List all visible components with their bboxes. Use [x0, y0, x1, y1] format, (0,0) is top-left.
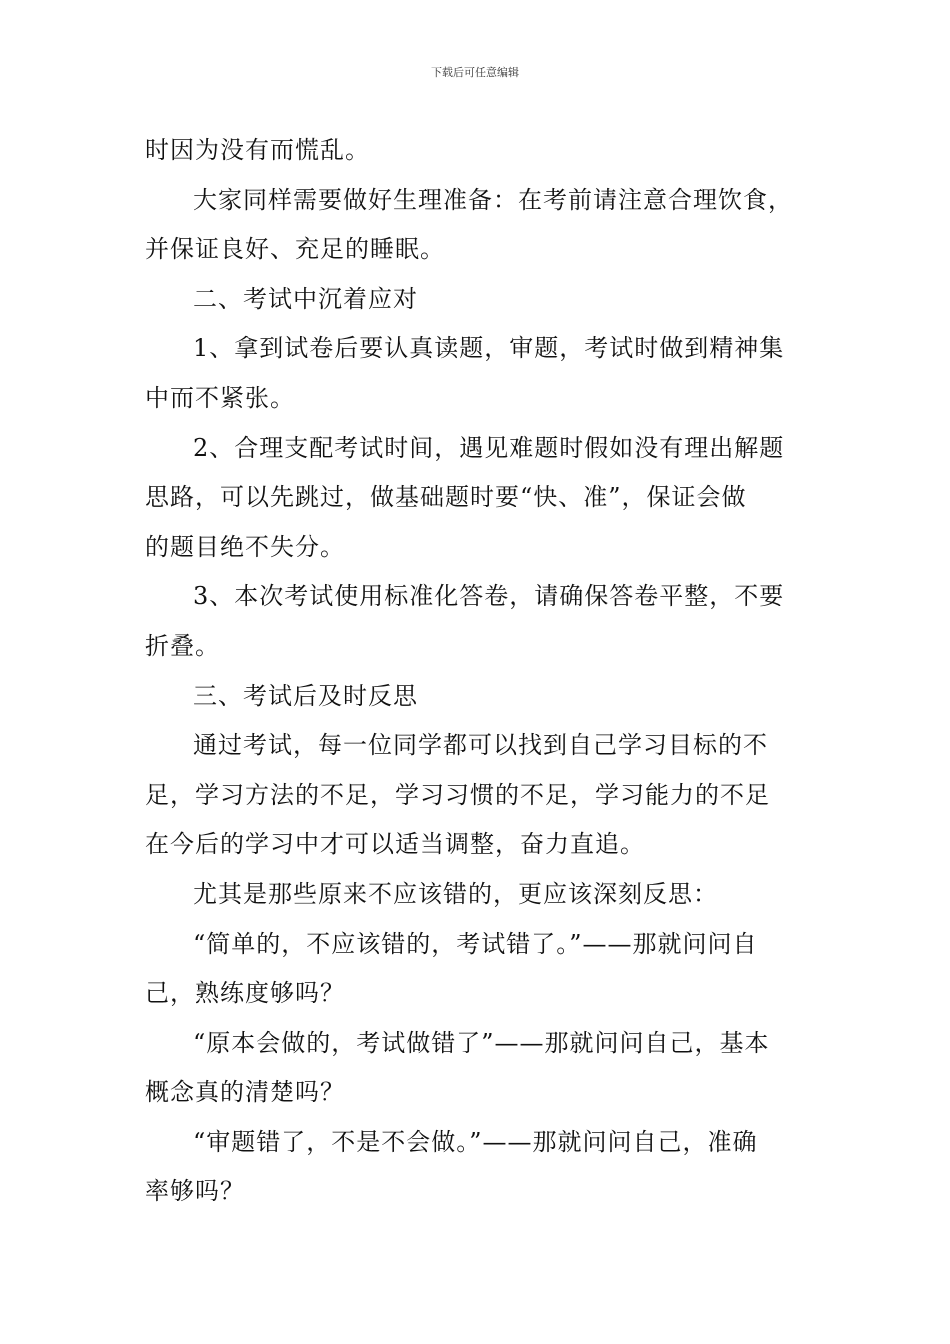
paragraph-first-line: 2、合理支配考试时间，遇见难题时假如没有理出解题: [193, 433, 785, 462]
paragraph-first-line: 1、拿到试卷后要认真读题，审题，考试时做到精神集: [193, 334, 785, 363]
text-line: 率够吗？: [145, 1177, 245, 1206]
text-line: 己，熟练度够吗？: [145, 979, 345, 1008]
paragraph-first-line: 3、本次考试使用标准化答卷，请确保答卷平整，不要: [193, 582, 785, 611]
text-line: 并保证良好、充足的睡眠。: [145, 235, 445, 264]
text-line: 在今后的学习中才可以适当调整，奋力直追。: [145, 830, 645, 859]
paragraph-first-line: “原本会做的，考试做错了”——那就问问自己，基本: [193, 1028, 770, 1057]
section-heading: 二、考试中沉着应对: [193, 284, 418, 313]
paragraph-first-line: 通过考试，每一位同学都可以找到自己学习目标的不: [193, 731, 768, 760]
text-line: 中而不紧张。: [145, 383, 295, 412]
page-header: 下载后可任意编辑: [431, 66, 519, 79]
text-line: 思路，可以先跳过，做基础题时要“快、准”，保证会做: [145, 483, 747, 512]
text-line: 足，学习方法的不足，学习习惯的不足，学习能力的不足: [145, 780, 770, 809]
paragraph-first-line: 尤其是那些原来不应该错的，更应该深刻反思：: [193, 879, 718, 908]
section-heading: 三、考试后及时反思: [193, 681, 418, 710]
text-line: 概念真的清楚吗？: [145, 1078, 345, 1107]
text-line: 的题目绝不失分。: [145, 532, 345, 561]
paragraph-first-line: “审题错了，不是不会做。”——那就问问自己，准确: [193, 1127, 758, 1156]
text-line: 折叠。: [145, 631, 220, 660]
text-line: 时因为没有而慌乱。: [145, 136, 370, 164]
document-body: [145, 126, 810, 1217]
paragraph-first-line: 大家同样需要做好生理准备：在考前请注意合理饮食，: [193, 185, 793, 214]
paragraph-first-line: “简单的，不应该错的，考试错了。”——那就问问自: [193, 929, 758, 958]
